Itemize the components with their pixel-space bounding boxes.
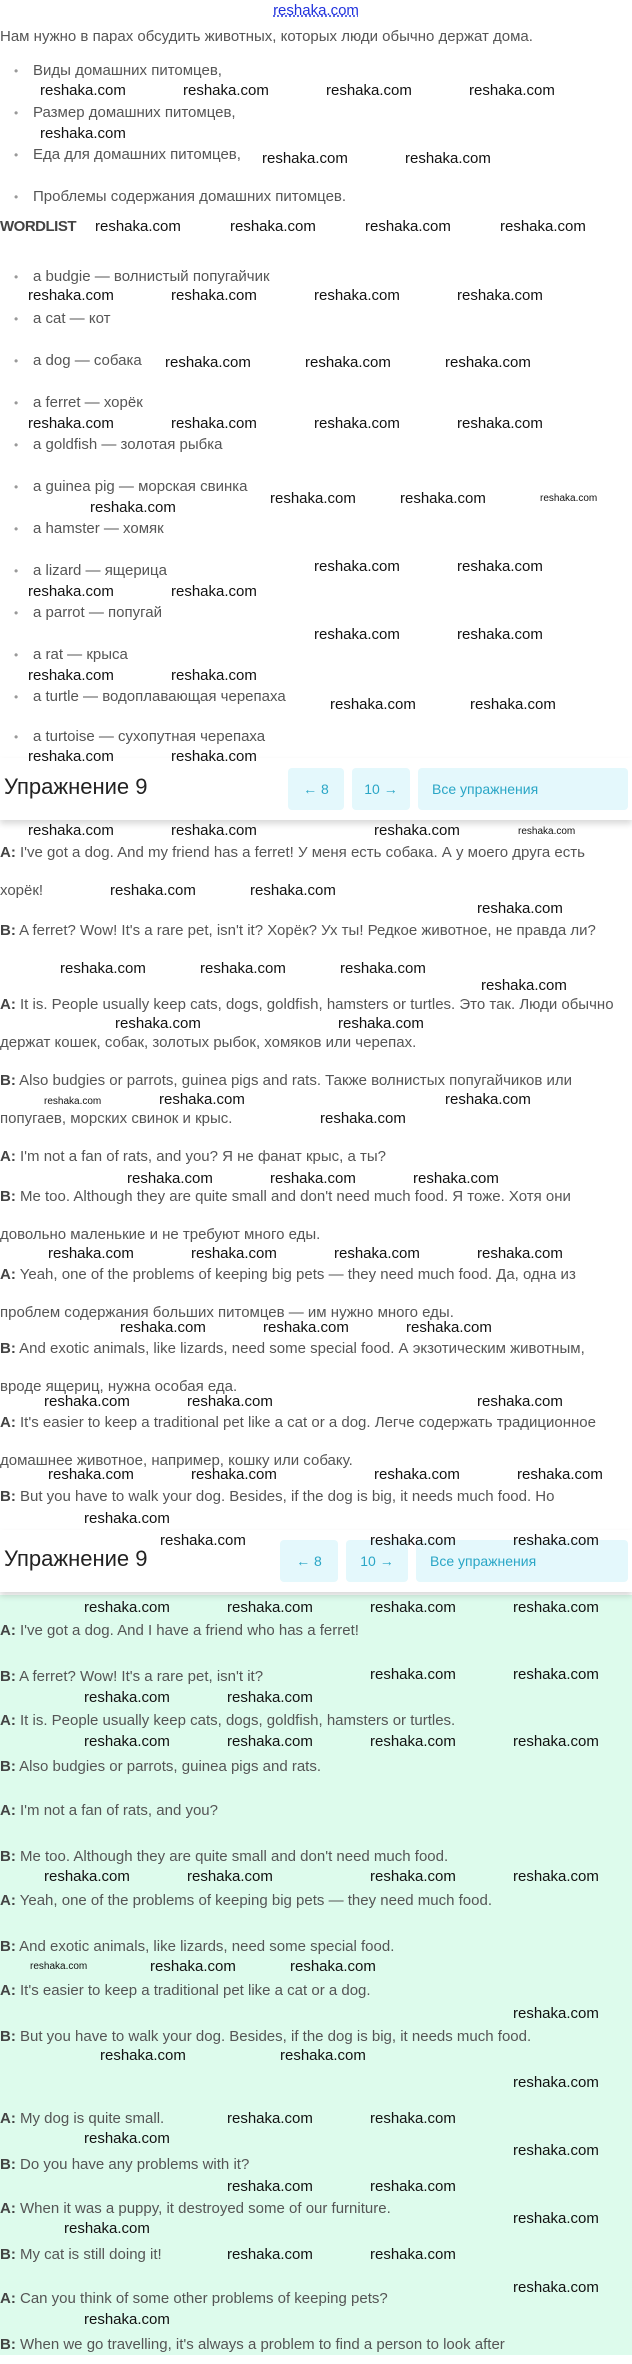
dialogue-text: Me too. Although they are quite small and don't need much food. Я тоже. Хотя они довольно маленькие и не требуют много еды. — [0, 1188, 571, 1243]
exercise-title: Упражнение 9 — [4, 1546, 148, 1571]
watermark: reshaka.com — [40, 125, 126, 142]
watermark: reshaka.com — [445, 354, 531, 371]
bullet-icon: • — [14, 522, 19, 536]
bullet-icon: • — [14, 648, 19, 662]
dialogue-text: Can you think of some other problems of keeping pets? — [20, 2290, 388, 2307]
dialogue-line — [0, 2018, 600, 2056]
prev-exercise-button[interactable]: ← 8 — [280, 1540, 338, 1582]
watermark: reshaka.com — [84, 1599, 170, 1616]
watermark: reshaka.com — [457, 415, 543, 432]
watermark: reshaka.com — [28, 822, 114, 839]
dialogue-line — [0, 1062, 628, 1138]
speaker-label: B: — [0, 1488, 16, 1505]
dialogue-text: A ferret? Wow! It's a rare pet, isn't it? Хорёк? Ух ты! Редкое животное, не правда ли? — [19, 922, 596, 939]
watermark: reshaka.com — [171, 415, 257, 432]
watermark: reshaka.com — [370, 1599, 456, 1616]
topic-item: Еда для домашних питомцев, — [33, 146, 241, 163]
watermark: reshaka.com — [400, 490, 486, 507]
watermark: reshaka.com — [64, 2220, 150, 2237]
watermark: reshaka.com — [227, 2110, 313, 2127]
dialogue-line — [0, 2326, 600, 2364]
watermark: reshaka.com — [187, 1393, 273, 1410]
watermark: reshaka.com — [191, 1245, 277, 1262]
watermark: reshaka.com — [513, 2210, 599, 2227]
wordlist-item: a dog — собака — [33, 352, 142, 369]
bullet-icon: • — [14, 564, 19, 578]
dialogue-line — [0, 1882, 600, 1920]
watermark: reshaka.com — [270, 490, 356, 507]
bullet-icon: • — [14, 690, 19, 704]
dialogue-text: It is. People usually keep cats, dogs, goldfish, hamsters or turtles. Это так. Люди обычно держат кошек, собак, золотых рыбок, хомяков или черепах. — [0, 996, 614, 1051]
wordlist-item: a rat — крыса — [33, 646, 128, 663]
watermark: reshaka.com — [227, 1733, 313, 1750]
dialogue-text: When we go travelling, it's always a problem to find a person to look after — [20, 2336, 505, 2353]
dialogue-line — [0, 2190, 600, 2228]
watermark: reshaka.com — [227, 1689, 313, 1706]
watermark: reshaka.com — [100, 2047, 186, 2064]
dialogue-line — [0, 1330, 628, 1406]
watermark: reshaka.com — [290, 1958, 376, 1975]
watermark: reshaka.com — [84, 1689, 170, 1706]
watermark: reshaka.com — [171, 667, 257, 684]
watermark: reshaka.com — [500, 218, 586, 235]
watermark: reshaka.com — [405, 150, 491, 167]
watermark: reshaka.com — [370, 1532, 456, 1549]
watermark: reshaka.com — [518, 826, 576, 837]
wordlist-item: a lizard — ящерица — [33, 562, 167, 579]
watermark: reshaka.com — [110, 882, 196, 899]
speaker-label: B: — [0, 2028, 16, 2045]
watermark: reshaka.com — [513, 2005, 599, 2022]
watermark: reshaka.com — [30, 1961, 88, 1972]
watermark: reshaka.com — [513, 1868, 599, 1885]
speaker-label: A: — [0, 1414, 16, 1431]
watermark: reshaka.com — [95, 218, 181, 235]
topic-item: Проблемы содержания домашних питомцев. — [33, 188, 347, 205]
watermark: reshaka.com — [191, 1466, 277, 1483]
dialogue-text: When it was a puppy, it destroyed some of our furniture. — [20, 2200, 391, 2217]
bullet-icon: • — [14, 606, 19, 620]
watermark: reshaka.com — [171, 822, 257, 839]
watermark: reshaka.com — [159, 1091, 245, 1108]
dialogue-line — [0, 1256, 628, 1332]
speaker-label: B: — [0, 1188, 16, 1205]
speaker-label: B: — [0, 1848, 16, 1865]
watermark: reshaka.com — [477, 1245, 563, 1262]
dialogue-text: My dog is quite small. — [20, 2110, 165, 2127]
watermark: reshaka.com — [250, 882, 336, 899]
watermark: reshaka.com — [171, 583, 257, 600]
dialogue-line — [0, 1404, 628, 1480]
watermark: reshaka.com — [187, 1868, 273, 1885]
watermark: reshaka.com — [370, 1868, 456, 1885]
watermark: reshaka.com — [200, 960, 286, 977]
watermark: reshaka.com — [320, 1110, 406, 1127]
wordlist-item: a cat — кот — [33, 310, 111, 327]
watermark: reshaka.com — [60, 960, 146, 977]
watermark: reshaka.com — [48, 1245, 134, 1262]
topic-item: Виды домашних питомцев, — [33, 62, 222, 79]
watermark: reshaka.com — [314, 415, 400, 432]
exercise-header — [0, 758, 632, 820]
dialogue-text: It's easier to keep a traditional pet like a cat or a dog. Легче содержать традиционное домашнее животное, например, кошку или собаку. — [0, 1414, 596, 1469]
watermark: reshaka.com — [227, 2178, 313, 2195]
speaker-label: B: — [0, 1668, 16, 1685]
watermark: reshaka.com — [227, 1599, 313, 1616]
watermark: reshaka.com — [340, 960, 426, 977]
watermark: reshaka.com — [84, 1733, 170, 1750]
wordlist-title: WORDLIST — [0, 218, 76, 235]
dialogue-text: But you have to walk your dog. Besides, if the dog is big, it needs much food. — [20, 2028, 532, 2045]
watermark: reshaka.com — [326, 82, 412, 99]
dialogue-text: Yeah, one of the problems of keeping big pets — they need much food. — [19, 1892, 492, 1909]
watermark: reshaka.com — [28, 667, 114, 684]
watermark: reshaka.com — [457, 558, 543, 575]
dialogue-line — [0, 1748, 600, 1786]
watermark: reshaka.com — [540, 493, 598, 504]
watermark: reshaka.com — [263, 1319, 349, 1336]
dialogue-text: And exotic animals, like lizards, need some special food. А экзотическим животным, вроде ящериц, нужна особая еда. — [0, 1340, 585, 1395]
watermark: reshaka.com — [314, 626, 400, 643]
watermark: reshaka.com — [365, 218, 451, 235]
watermark: reshaka.com — [413, 1170, 499, 1187]
watermark: reshaka.com — [338, 1015, 424, 1032]
watermark: reshaka.com — [48, 1466, 134, 1483]
bullet-icon: • — [14, 190, 19, 204]
dialogue-text: Me too. Although they are quite small and don't need much food. — [20, 1848, 449, 1865]
wordlist-item: a turtoise — сухопутная черепаха — [33, 728, 266, 745]
next-exercise-button[interactable]: 10 → — [346, 1540, 408, 1582]
watermark: reshaka.com — [44, 1393, 130, 1410]
dialogue-line — [0, 2146, 600, 2184]
watermark: reshaka.com — [28, 415, 114, 432]
watermark: reshaka.com — [270, 1170, 356, 1187]
watermark: reshaka.com — [44, 1096, 102, 1107]
dialogue-text: But you have to walk your dog. Besides, if the dog is big, it needs much food. Но — [20, 1488, 555, 1505]
speaker-label: A: — [0, 2290, 16, 2307]
watermark: reshaka.com — [160, 1532, 246, 1549]
watermark: reshaka.com — [370, 1733, 456, 1750]
dialogue-line — [0, 986, 628, 1062]
speaker-label: A: — [0, 1982, 16, 1999]
dialogue-line — [0, 1138, 628, 1176]
speaker-label: A: — [0, 844, 16, 861]
watermark: reshaka.com — [90, 499, 176, 516]
watermark: reshaka.com — [330, 696, 416, 713]
watermark: reshaka.com — [477, 1393, 563, 1410]
wordlist-item: a parrot — попугай — [33, 604, 162, 621]
dialogue-line — [0, 1972, 600, 2010]
exercise-title: Упражнение 9 — [4, 774, 148, 799]
watermark: reshaka.com — [150, 1958, 236, 1975]
bullet-icon: • — [14, 312, 19, 326]
exercise-header-sticky — [0, 1530, 632, 1592]
watermark: reshaka.com — [262, 150, 348, 167]
watermark: reshaka.com — [165, 354, 251, 371]
watermark: reshaka.com — [513, 2279, 599, 2296]
dialogue-line — [0, 1792, 600, 1830]
speaker-label: A: — [0, 2110, 16, 2127]
watermark: reshaka.com — [230, 218, 316, 235]
bullet-icon: • — [14, 480, 19, 494]
all-exercises-button[interactable]: Все упражнения — [416, 1540, 628, 1582]
watermark: reshaka.com — [513, 2142, 599, 2159]
dialogue-text: It is. People usually keep cats, dogs, goldfish, hamsters or turtles. — [20, 1712, 456, 1729]
watermark: reshaka.com — [445, 1091, 531, 1108]
watermark: reshaka.com — [305, 354, 391, 371]
speaker-label: B: — [0, 2156, 16, 2173]
watermark: reshaka.com — [513, 1733, 599, 1750]
wordlist-item: a budgie — волнистый попугайчик — [33, 268, 270, 285]
watermark: reshaka.com — [513, 1532, 599, 1549]
bullet-icon: • — [14, 106, 19, 120]
watermark: reshaka.com — [517, 1466, 603, 1483]
dialogue-line — [0, 2280, 600, 2318]
dialogue-text: I'm not a fan of rats, and you? Я не фанат крыс, а ты? — [20, 1148, 386, 1165]
watermark: reshaka.com — [370, 2246, 456, 2263]
watermark: reshaka.com — [28, 583, 114, 600]
watermark: reshaka.com — [370, 1666, 456, 1683]
watermark: reshaka.com — [457, 287, 543, 304]
watermark: reshaka.com — [84, 2311, 170, 2328]
bullet-icon: • — [14, 438, 19, 452]
watermark: reshaka.com — [84, 1510, 170, 1527]
watermark: reshaka.com — [44, 1868, 130, 1885]
dialogue-line — [0, 1612, 600, 1650]
watermark: reshaka.com — [513, 1599, 599, 1616]
speaker-label: B: — [0, 922, 16, 939]
speaker-label: A: — [0, 1712, 16, 1729]
watermark: reshaka.com — [374, 1466, 460, 1483]
speaker-label: A: — [0, 996, 16, 1013]
watermark: reshaka.com — [370, 2178, 456, 2195]
watermark: reshaka.com — [470, 696, 556, 713]
watermark: reshaka.com — [120, 1319, 206, 1336]
topic-item: Размер домашних питомцев, — [33, 104, 236, 121]
watermark: reshaka.com — [370, 2110, 456, 2127]
dialogue-line — [0, 2236, 600, 2274]
watermark: reshaka.com — [183, 82, 269, 99]
speaker-label: A: — [0, 2200, 16, 2217]
watermark: reshaka.com — [28, 287, 114, 304]
wordlist-item: a ferret — хорёк — [33, 394, 143, 411]
watermark: reshaka.com — [513, 2074, 599, 2091]
dialogue-line — [0, 834, 628, 910]
speaker-label: A: — [0, 1266, 16, 1283]
dialogue-text: Also budgies or parrots, guinea pigs and rats. Также волнистых попугайчиков или попугаев, морских свинок и крыс. — [0, 1072, 573, 1127]
speaker-label: B: — [0, 1072, 16, 1089]
wordlist-item: a guinea pig — морская свинка — [33, 478, 248, 495]
speaker-label: A: — [0, 1892, 16, 1909]
dialogue-line — [0, 1928, 600, 1966]
dialogue-text: I've got a dog. And my friend has a ferret! У меня есть собака. А у моего друга есть хорёк! — [0, 844, 585, 899]
dialogue-text: I'm not a fan of rats, and you? — [20, 1802, 218, 1819]
watermark: reshaka.com — [469, 82, 555, 99]
watermark: reshaka.com — [171, 287, 257, 304]
watermark: reshaka.com — [477, 900, 563, 917]
watermark: reshaka.com — [227, 2246, 313, 2263]
dialogue-line — [0, 1478, 628, 1516]
bullet-icon: • — [14, 354, 19, 368]
bullet-icon: • — [14, 730, 19, 744]
bullet-icon: • — [14, 64, 19, 78]
dialogue-text: It's easier to keep a traditional pet like a cat or a dog. — [20, 1982, 371, 1999]
dialogue-text: Yeah, one of the problems of keeping big pets — they need much food. Да, одна из проблем содержания больших питомцев — им нужно много еды. — [0, 1266, 576, 1321]
dialogue-line — [0, 1178, 628, 1254]
speaker-label: B: — [0, 2336, 16, 2353]
dialogue-line — [0, 2100, 600, 2138]
watermark: reshaka.com — [280, 2047, 366, 2064]
next-exercise-button[interactable]: 10 → — [352, 768, 410, 810]
watermark: reshaka.com — [457, 626, 543, 643]
watermark: reshaka.com — [406, 1319, 492, 1336]
dialogue-text: I've got a dog. And I have a friend who has a ferret! — [20, 1622, 359, 1639]
dialogue-line — [0, 1702, 600, 1740]
dialogue-text: My cat is still doing it! — [20, 2246, 162, 2263]
watermark: reshaka.com — [40, 82, 126, 99]
watermark: reshaka.com — [314, 558, 400, 575]
dialogue-text: Also budgies or parrots, guinea pigs and rats. — [19, 1758, 322, 1775]
wordlist-item: a turtle — водоплавающая черепаха — [33, 688, 286, 705]
watermark: reshaka.com — [334, 1245, 420, 1262]
dialogue-line — [0, 1838, 600, 1876]
all-exercises-button[interactable]: Все упражнения — [418, 768, 628, 810]
speaker-label: A: — [0, 1802, 16, 1819]
dialogue-text: Do you have any problems with it? — [20, 2156, 250, 2173]
bullet-icon: • — [14, 396, 19, 410]
dialogue-text: And exotic animals, like lizards, need some special food. — [19, 1938, 395, 1955]
watermark: reshaka.com — [84, 2130, 170, 2147]
watermark: reshaka.com — [513, 1666, 599, 1683]
watermark: reshaka.com — [314, 287, 400, 304]
speaker-label: A: — [0, 1622, 16, 1639]
speaker-label: B: — [0, 1758, 16, 1775]
speaker-label: B: — [0, 1938, 16, 1955]
wordlist-item: a hamster — хомяк — [33, 520, 164, 537]
watermark: reshaka.com — [28, 748, 114, 765]
dialogue-line — [0, 912, 628, 950]
intro-text: Нам нужно в парах обсудить животных, которых люди обычно держат дома. — [0, 28, 533, 45]
site-link[interactable]: reshaka.com — [273, 2, 359, 19]
speaker-label: B: — [0, 2246, 16, 2263]
watermark: reshaka.com — [481, 977, 567, 994]
watermark: reshaka.com — [115, 1015, 201, 1032]
bullet-icon: • — [14, 148, 19, 162]
watermark: reshaka.com — [127, 1170, 213, 1187]
watermark: reshaka.com — [374, 822, 460, 839]
speaker-label: B: — [0, 1340, 16, 1357]
dialogue-text: A ferret? Wow! It's a rare pet, isn't it? — [19, 1668, 264, 1685]
prev-exercise-button[interactable]: ← 8 — [288, 768, 344, 810]
wordlist-item: a goldfish — золотая рыбка — [33, 436, 223, 453]
bullet-icon: • — [14, 270, 19, 284]
dialogue-line — [0, 1658, 600, 1696]
speaker-label: A: — [0, 1148, 16, 1165]
watermark: reshaka.com — [171, 748, 257, 765]
